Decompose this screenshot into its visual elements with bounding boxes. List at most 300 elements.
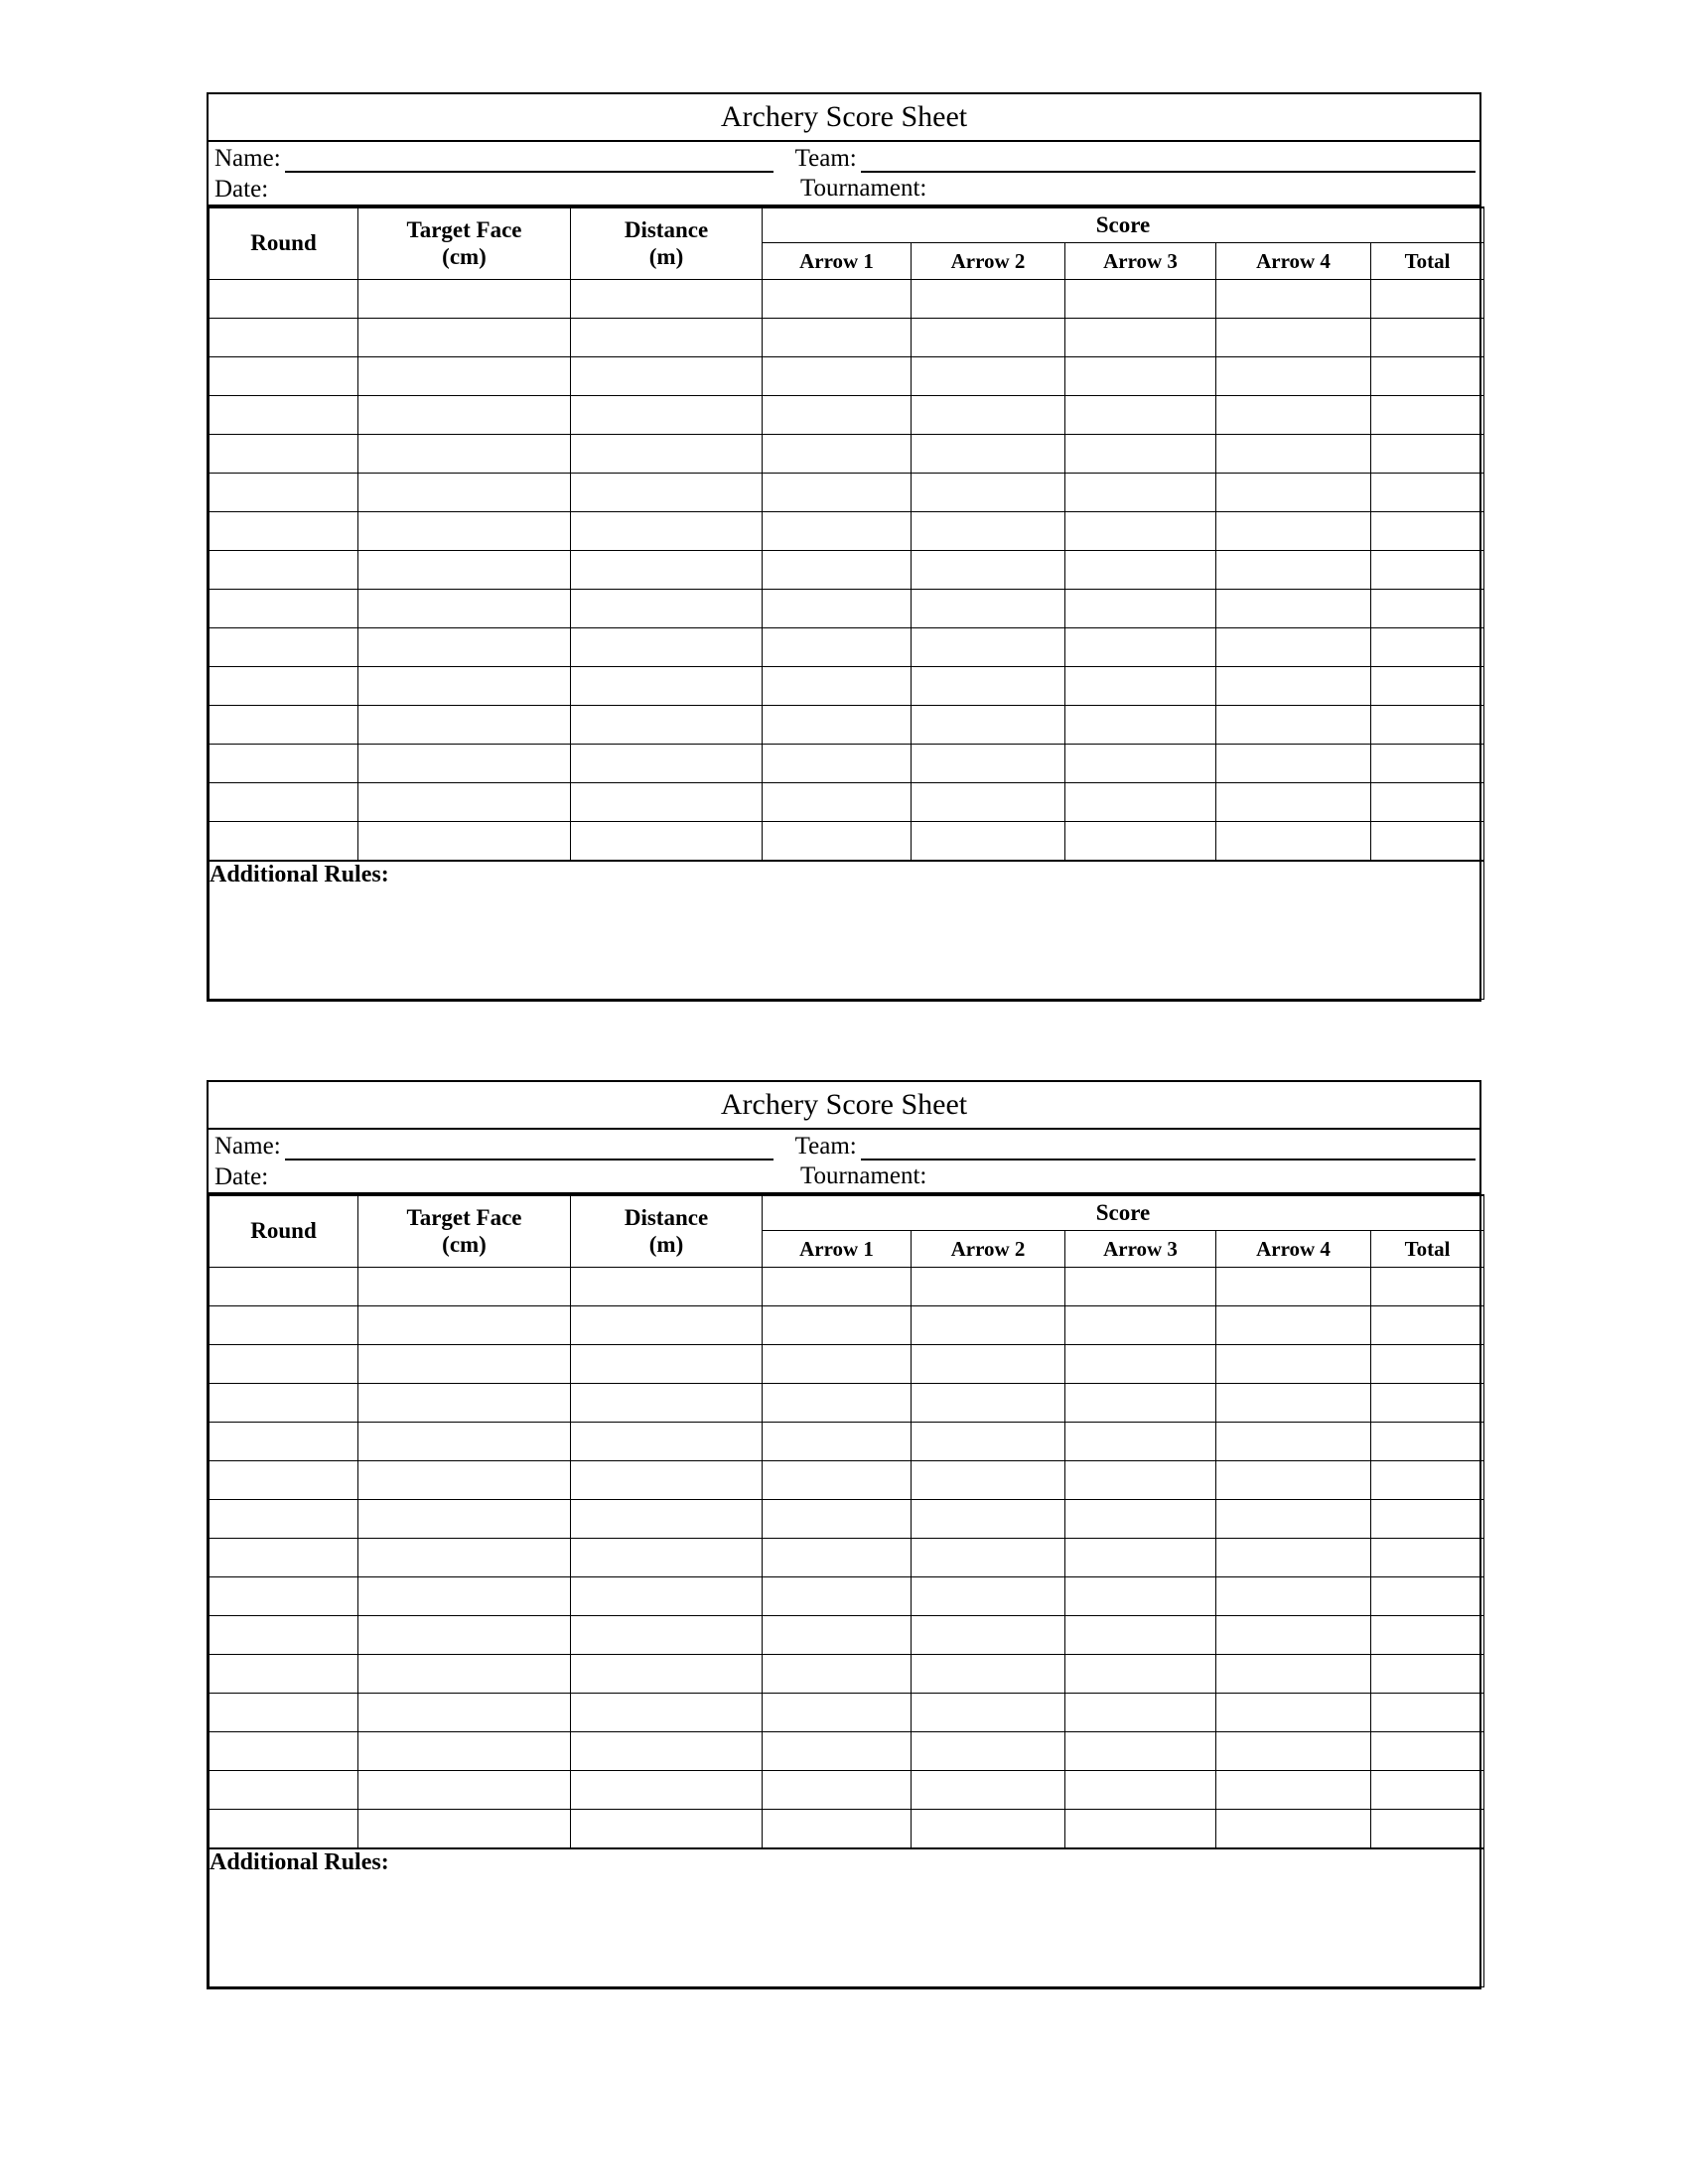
cell-total[interactable] — [1371, 474, 1484, 512]
cell-arrow-2[interactable] — [912, 435, 1065, 474]
cell-target-face[interactable] — [358, 551, 571, 590]
header-row-primary — [210, 1195, 1484, 1231]
identity-block — [209, 142, 1479, 206]
distance-line1: Distance — [624, 217, 709, 243]
cell-arrow-3[interactable] — [1065, 474, 1216, 512]
cell-distance[interactable] — [571, 667, 763, 706]
cell-arrow-4[interactable] — [1216, 1345, 1371, 1384]
cell-round[interactable] — [210, 822, 358, 862]
date-label: Date: — [214, 1163, 269, 1190]
cell-round[interactable] — [210, 1810, 358, 1849]
cell-distance[interactable] — [571, 1345, 763, 1384]
cell-distance[interactable] — [571, 396, 763, 435]
cell-arrow-3[interactable] — [1065, 319, 1216, 357]
header-row-primary — [210, 207, 1484, 243]
cell-total[interactable] — [1371, 745, 1484, 783]
cell-arrow-1[interactable] — [763, 1306, 912, 1345]
cell-arrow-3[interactable] — [1065, 435, 1216, 474]
cell-arrow-4[interactable] — [1216, 1539, 1371, 1577]
cell-arrow-1[interactable] — [763, 319, 912, 357]
cell-arrow-3[interactable] — [1065, 1306, 1216, 1345]
cell-arrow-4[interactable] — [1216, 822, 1371, 862]
cell-target-face[interactable] — [358, 1539, 571, 1577]
cell-distance[interactable] — [571, 1616, 763, 1655]
cell-arrow-3[interactable] — [1065, 357, 1216, 396]
cell-total[interactable] — [1371, 1577, 1484, 1616]
cell-total[interactable] — [1371, 1345, 1484, 1384]
distance-line1: Distance — [624, 1205, 709, 1231]
cell-arrow-4[interactable] — [1216, 628, 1371, 667]
cell-arrow-4[interactable] — [1216, 280, 1371, 319]
cell-arrow-2[interactable] — [912, 280, 1065, 319]
cell-target-face[interactable] — [358, 783, 571, 822]
cell-arrow-3[interactable] — [1065, 1577, 1216, 1616]
cell-arrow-4[interactable] — [1216, 435, 1371, 474]
score-sheet — [207, 92, 1481, 1002]
cell-round[interactable] — [210, 1423, 358, 1461]
cell-round[interactable] — [210, 396, 358, 435]
cell-target-face[interactable] — [358, 1577, 571, 1616]
cell-distance[interactable] — [571, 435, 763, 474]
cell-round[interactable] — [210, 551, 358, 590]
cell-total[interactable] — [1371, 512, 1484, 551]
cell-total[interactable] — [1371, 1771, 1484, 1810]
table-row — [210, 1616, 1484, 1655]
cell-arrow-1[interactable] — [763, 1345, 912, 1384]
cell-distance[interactable] — [571, 551, 763, 590]
cell-arrow-4[interactable] — [1216, 1655, 1371, 1694]
cell-arrow-1[interactable] — [763, 745, 912, 783]
additional-rules-row — [210, 861, 1484, 1000]
cell-arrow-2[interactable] — [912, 551, 1065, 590]
cell-total[interactable] — [1371, 396, 1484, 435]
cell-arrow-4[interactable] — [1216, 1771, 1371, 1810]
cell-arrow-3[interactable] — [1065, 822, 1216, 862]
cell-arrow-1[interactable] — [763, 1655, 912, 1694]
additional-rules-label[interactable]: Additional Rules: — [210, 861, 1484, 1000]
table-body — [210, 1268, 1484, 1849]
cell-arrow-3[interactable] — [1065, 396, 1216, 435]
table-row — [210, 1500, 1484, 1539]
table-row — [210, 1810, 1484, 1849]
identity-block — [209, 1130, 1479, 1194]
cell-arrow-4[interactable] — [1216, 1384, 1371, 1423]
cell-arrow-4[interactable] — [1216, 1306, 1371, 1345]
table-row — [210, 628, 1484, 667]
cell-arrow-4[interactable] — [1216, 357, 1371, 396]
cell-target-face[interactable] — [358, 1810, 571, 1849]
cell-round[interactable] — [210, 1268, 358, 1306]
cell-arrow-3[interactable] — [1065, 1655, 1216, 1694]
cell-arrow-2[interactable] — [912, 1577, 1065, 1616]
cell-target-face[interactable] — [358, 822, 571, 862]
cell-total[interactable] — [1371, 1268, 1484, 1306]
cell-target-face[interactable] — [358, 706, 571, 745]
cell-arrow-2[interactable] — [912, 1384, 1065, 1423]
cell-arrow-4[interactable] — [1216, 1616, 1371, 1655]
cell-target-face[interactable] — [358, 667, 571, 706]
cell-target-face[interactable] — [358, 396, 571, 435]
cell-arrow-2[interactable] — [912, 1732, 1065, 1771]
cell-arrow-1[interactable] — [763, 1810, 912, 1849]
cell-arrow-2[interactable] — [912, 1461, 1065, 1500]
cell-arrow-3[interactable] — [1065, 1500, 1216, 1539]
cell-total[interactable] — [1371, 783, 1484, 822]
cell-arrow-4[interactable] — [1216, 1461, 1371, 1500]
cell-distance[interactable] — [571, 1539, 763, 1577]
cell-distance[interactable] — [571, 628, 763, 667]
cell-distance[interactable] — [571, 1771, 763, 1810]
cell-arrow-4[interactable] — [1216, 1732, 1371, 1771]
table-row — [210, 319, 1484, 357]
table-row — [210, 1306, 1484, 1345]
column-header-target-face — [358, 207, 571, 280]
cell-round[interactable] — [210, 1345, 358, 1384]
cell-total[interactable] — [1371, 706, 1484, 745]
cell-round[interactable] — [210, 435, 358, 474]
cell-arrow-3[interactable] — [1065, 706, 1216, 745]
cell-arrow-2[interactable] — [912, 1500, 1065, 1539]
cell-distance[interactable] — [571, 1577, 763, 1616]
cell-target-face[interactable] — [358, 1500, 571, 1539]
cell-arrow-1[interactable] — [763, 1384, 912, 1423]
cell-arrow-1[interactable] — [763, 1694, 912, 1732]
table-row — [210, 745, 1484, 783]
cell-arrow-4[interactable] — [1216, 512, 1371, 551]
cell-arrow-2[interactable] — [912, 590, 1065, 628]
cell-arrow-1[interactable] — [763, 474, 912, 512]
team-input[interactable] — [861, 1130, 1476, 1160]
additional-rules-label[interactable]: Additional Rules: — [210, 1848, 1484, 1987]
cell-distance[interactable] — [571, 1655, 763, 1694]
target-face-line1: Target Face — [406, 217, 522, 243]
cell-total[interactable] — [1371, 1461, 1484, 1500]
cell-arrow-2[interactable] — [912, 1771, 1065, 1810]
cell-arrow-4[interactable] — [1216, 319, 1371, 357]
cell-arrow-4[interactable] — [1216, 551, 1371, 590]
table-row — [210, 435, 1484, 474]
cell-arrow-3[interactable] — [1065, 628, 1216, 667]
cell-arrow-2[interactable] — [912, 1694, 1065, 1732]
cell-arrow-2[interactable] — [912, 783, 1065, 822]
cell-arrow-4[interactable] — [1216, 590, 1371, 628]
cell-target-face[interactable] — [358, 512, 571, 551]
cell-arrow-2[interactable] — [912, 1345, 1065, 1384]
cell-arrow-1[interactable] — [763, 396, 912, 435]
cell-arrow-3[interactable] — [1065, 1732, 1216, 1771]
cell-distance[interactable] — [571, 1810, 763, 1849]
cell-arrow-3[interactable] — [1065, 745, 1216, 783]
cell-arrow-4[interactable] — [1216, 1268, 1371, 1306]
table-row — [210, 1268, 1484, 1306]
cell-round[interactable] — [210, 1461, 358, 1500]
cell-arrow-1[interactable] — [763, 1500, 912, 1539]
cell-round[interactable] — [210, 1616, 358, 1655]
cell-distance[interactable] — [571, 512, 763, 551]
table-row — [210, 1461, 1484, 1500]
cell-arrow-1[interactable] — [763, 1577, 912, 1616]
cell-total[interactable] — [1371, 1539, 1484, 1577]
cell-arrow-2[interactable] — [912, 745, 1065, 783]
column-header-arrow-1: Arrow 1 — [763, 1231, 912, 1268]
cell-arrow-2[interactable] — [912, 1810, 1065, 1849]
cell-arrow-3[interactable] — [1065, 783, 1216, 822]
column-header-total: Total — [1371, 243, 1484, 280]
cell-distance[interactable] — [571, 590, 763, 628]
cell-total[interactable] — [1371, 1655, 1484, 1694]
page-title: Archery Score Sheet — [209, 1082, 1479, 1130]
team-input[interactable] — [861, 142, 1476, 173]
cell-arrow-2[interactable] — [912, 357, 1065, 396]
cell-round[interactable] — [210, 1694, 358, 1732]
cell-round[interactable] — [210, 357, 358, 396]
cell-arrow-3[interactable] — [1065, 1384, 1216, 1423]
cell-arrow-2[interactable] — [912, 1306, 1065, 1345]
cell-arrow-4[interactable] — [1216, 783, 1371, 822]
name-input[interactable] — [285, 142, 774, 173]
cell-arrow-1[interactable] — [763, 280, 912, 319]
cell-distance[interactable] — [571, 1384, 763, 1423]
cell-round[interactable] — [210, 1655, 358, 1694]
cell-arrow-1[interactable] — [763, 822, 912, 862]
cell-distance[interactable] — [571, 357, 763, 396]
cell-total[interactable] — [1371, 1306, 1484, 1345]
team-label: Team: — [794, 1133, 857, 1160]
cell-arrow-3[interactable] — [1065, 590, 1216, 628]
cell-total[interactable] — [1371, 1384, 1484, 1423]
cell-round[interactable] — [210, 783, 358, 822]
cell-arrow-1[interactable] — [763, 1268, 912, 1306]
cell-round[interactable] — [210, 1539, 358, 1577]
cell-arrow-4[interactable] — [1216, 1500, 1371, 1539]
cell-arrow-3[interactable] — [1065, 1771, 1216, 1810]
cell-arrow-4[interactable] — [1216, 1423, 1371, 1461]
cell-arrow-2[interactable] — [912, 474, 1065, 512]
name-team-row — [209, 142, 1479, 173]
cell-round[interactable] — [210, 512, 358, 551]
table-row — [210, 667, 1484, 706]
cell-target-face[interactable] — [358, 280, 571, 319]
table-row — [210, 1384, 1484, 1423]
cell-target-face[interactable] — [358, 1655, 571, 1694]
target-face-line2: (cm) — [442, 1231, 487, 1257]
cell-total[interactable] — [1371, 1500, 1484, 1539]
cell-arrow-1[interactable] — [763, 512, 912, 551]
table-row — [210, 590, 1484, 628]
cell-arrow-1[interactable] — [763, 1732, 912, 1771]
cell-arrow-4[interactable] — [1216, 706, 1371, 745]
cell-distance[interactable] — [571, 1732, 763, 1771]
cell-arrow-3[interactable] — [1065, 280, 1216, 319]
column-header-total: Total — [1371, 1231, 1484, 1268]
cell-distance[interactable] — [571, 745, 763, 783]
cell-round[interactable] — [210, 706, 358, 745]
cell-arrow-4[interactable] — [1216, 1810, 1371, 1849]
cell-arrow-1[interactable] — [763, 1539, 912, 1577]
cell-target-face[interactable] — [358, 435, 571, 474]
cell-total[interactable] — [1371, 628, 1484, 667]
cell-arrow-3[interactable] — [1065, 1345, 1216, 1384]
cell-arrow-1[interactable] — [763, 1423, 912, 1461]
name-team-row — [209, 1130, 1479, 1160]
cell-distance[interactable] — [571, 474, 763, 512]
cell-total[interactable] — [1371, 590, 1484, 628]
cell-distance[interactable] — [571, 783, 763, 822]
cell-total[interactable] — [1371, 822, 1484, 862]
table-row — [210, 396, 1484, 435]
date-label: Date: — [214, 176, 269, 203]
column-header-arrow-4: Arrow 4 — [1216, 1231, 1371, 1268]
cell-distance[interactable] — [571, 1694, 763, 1732]
cell-round[interactable] — [210, 1306, 358, 1345]
cell-arrow-2[interactable] — [912, 319, 1065, 357]
cell-arrow-4[interactable] — [1216, 474, 1371, 512]
cell-target-face[interactable] — [358, 1384, 571, 1423]
cell-target-face[interactable] — [358, 1306, 571, 1345]
cell-round[interactable] — [210, 1732, 358, 1771]
date-tournament-row — [209, 1160, 1479, 1192]
cell-round[interactable] — [210, 1577, 358, 1616]
cell-total[interactable] — [1371, 667, 1484, 706]
cell-arrow-1[interactable] — [763, 706, 912, 745]
target-face-line2: (cm) — [442, 243, 487, 269]
cell-arrow-3[interactable] — [1065, 1810, 1216, 1849]
cell-target-face[interactable] — [358, 628, 571, 667]
cell-target-face[interactable] — [358, 1771, 571, 1810]
cell-total[interactable] — [1371, 551, 1484, 590]
cell-arrow-1[interactable] — [763, 628, 912, 667]
cell-total[interactable] — [1371, 280, 1484, 319]
cell-arrow-3[interactable] — [1065, 1423, 1216, 1461]
cell-round[interactable] — [210, 1384, 358, 1423]
cell-target-face[interactable] — [358, 474, 571, 512]
cell-round[interactable] — [210, 667, 358, 706]
cell-distance[interactable] — [571, 1423, 763, 1461]
cell-round[interactable] — [210, 474, 358, 512]
cell-target-face[interactable] — [358, 1732, 571, 1771]
table-row — [210, 512, 1484, 551]
cell-arrow-2[interactable] — [912, 1268, 1065, 1306]
cell-arrow-1[interactable] — [763, 1771, 912, 1810]
cell-arrow-1[interactable] — [763, 1616, 912, 1655]
team-label: Team: — [794, 145, 857, 172]
cell-arrow-1[interactable] — [763, 551, 912, 590]
cell-arrow-1[interactable] — [763, 1461, 912, 1500]
cell-arrow-3[interactable] — [1065, 1694, 1216, 1732]
cell-arrow-2[interactable] — [912, 396, 1065, 435]
cell-arrow-3[interactable] — [1065, 512, 1216, 551]
score-table — [209, 206, 1484, 1000]
cell-distance[interactable] — [571, 1306, 763, 1345]
cell-target-face[interactable] — [358, 1423, 571, 1461]
cell-arrow-1[interactable] — [763, 435, 912, 474]
cell-arrow-1[interactable] — [763, 357, 912, 396]
table-row — [210, 822, 1484, 862]
cell-round[interactable] — [210, 319, 358, 357]
cell-distance[interactable] — [571, 319, 763, 357]
cell-arrow-2[interactable] — [912, 822, 1065, 862]
cell-distance[interactable] — [571, 706, 763, 745]
cell-total[interactable] — [1371, 435, 1484, 474]
cell-target-face[interactable] — [358, 1268, 571, 1306]
cell-arrow-4[interactable] — [1216, 1694, 1371, 1732]
cell-arrow-3[interactable] — [1065, 551, 1216, 590]
cell-target-face[interactable] — [358, 1694, 571, 1732]
cell-total[interactable] — [1371, 1694, 1484, 1732]
cell-arrow-2[interactable] — [912, 667, 1065, 706]
cell-arrow-4[interactable] — [1216, 667, 1371, 706]
cell-round[interactable] — [210, 1771, 358, 1810]
cell-arrow-3[interactable] — [1065, 1539, 1216, 1577]
cell-arrow-2[interactable] — [912, 1655, 1065, 1694]
cell-arrow-2[interactable] — [912, 1539, 1065, 1577]
name-label: Name: — [214, 1133, 281, 1160]
cell-arrow-1[interactable] — [763, 667, 912, 706]
column-header-score-group: Score — [763, 207, 1484, 243]
column-header-arrow-2: Arrow 2 — [912, 1231, 1065, 1268]
table-head — [210, 1195, 1484, 1268]
cell-arrow-3[interactable] — [1065, 667, 1216, 706]
cell-arrow-3[interactable] — [1065, 1616, 1216, 1655]
column-header-distance — [571, 207, 763, 280]
cell-total[interactable] — [1371, 1423, 1484, 1461]
cell-target-face[interactable] — [358, 1461, 571, 1500]
cell-total[interactable] — [1371, 1732, 1484, 1771]
cell-target-face[interactable] — [358, 590, 571, 628]
cell-round[interactable] — [210, 745, 358, 783]
score-sheet — [207, 1080, 1481, 1989]
cell-total[interactable] — [1371, 1810, 1484, 1849]
table-body — [210, 280, 1484, 862]
table-row — [210, 474, 1484, 512]
cell-total[interactable] — [1371, 357, 1484, 396]
cell-distance[interactable] — [571, 822, 763, 862]
cell-distance[interactable] — [571, 1500, 763, 1539]
cell-round[interactable] — [210, 280, 358, 319]
table-row — [210, 1771, 1484, 1810]
cell-round[interactable] — [210, 1500, 358, 1539]
cell-distance[interactable] — [571, 1268, 763, 1306]
name-input[interactable] — [285, 1130, 774, 1160]
cell-target-face[interactable] — [358, 1345, 571, 1384]
cell-round[interactable] — [210, 590, 358, 628]
cell-total[interactable] — [1371, 319, 1484, 357]
cell-arrow-3[interactable] — [1065, 1268, 1216, 1306]
cell-target-face[interactable] — [358, 745, 571, 783]
cell-arrow-4[interactable] — [1216, 1577, 1371, 1616]
column-header-arrow-1: Arrow 1 — [763, 243, 912, 280]
cell-arrow-2[interactable] — [912, 1616, 1065, 1655]
cell-arrow-2[interactable] — [912, 706, 1065, 745]
cell-target-face[interactable] — [358, 319, 571, 357]
cell-distance[interactable] — [571, 1461, 763, 1500]
cell-arrow-2[interactable] — [912, 628, 1065, 667]
cell-arrow-4[interactable] — [1216, 745, 1371, 783]
cell-arrow-2[interactable] — [912, 1423, 1065, 1461]
score-table — [209, 1194, 1484, 1987]
cell-round[interactable] — [210, 628, 358, 667]
cell-total[interactable] — [1371, 1616, 1484, 1655]
cell-arrow-1[interactable] — [763, 783, 912, 822]
cell-distance[interactable] — [571, 280, 763, 319]
cell-arrow-4[interactable] — [1216, 396, 1371, 435]
cell-arrow-3[interactable] — [1065, 1461, 1216, 1500]
cell-target-face[interactable] — [358, 1616, 571, 1655]
cell-arrow-1[interactable] — [763, 590, 912, 628]
cell-target-face[interactable] — [358, 357, 571, 396]
column-header-arrow-2: Arrow 2 — [912, 243, 1065, 280]
cell-arrow-2[interactable] — [912, 512, 1065, 551]
